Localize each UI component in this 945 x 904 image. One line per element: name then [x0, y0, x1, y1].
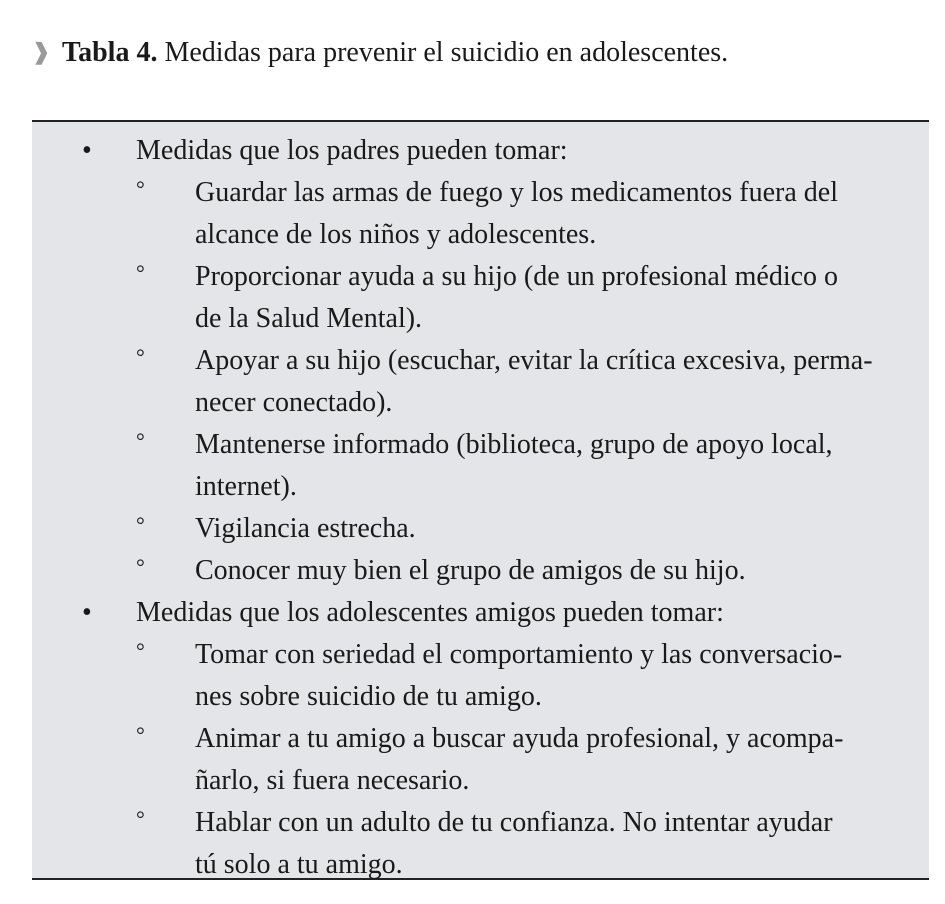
- list-item-line: Vigilancia estrecha.: [195, 513, 416, 544]
- sub-bullet-icon: °: [136, 806, 145, 831]
- sub-bullet-icon: °: [136, 428, 145, 453]
- list-item: [32, 508, 929, 550]
- section-heading: [32, 130, 929, 172]
- list-item-line: Apoyar a su hijo (escuchar, evitar la crítica excesiva, perma-: [195, 345, 873, 376]
- sub-bullet-icon: °: [136, 554, 145, 579]
- section-items: [32, 172, 929, 592]
- list-item-line: nes sobre suicidio de tu amigo.: [195, 681, 542, 712]
- section: [32, 130, 929, 592]
- sub-bullet-icon: °: [136, 722, 145, 747]
- list-item: [32, 256, 929, 340]
- list-item: [32, 424, 929, 508]
- caption-marker-icon: ❱: [32, 39, 51, 64]
- list-item-line: Proporcionar ayuda a su hijo (de un profesional médico o: [195, 261, 839, 292]
- list-item-line: Animar a tu amigo a buscar ayuda profesional, y acompa-: [195, 723, 844, 754]
- list-item-line: alcance de los niños y adolescentes.: [195, 219, 597, 250]
- list-item: [32, 802, 929, 886]
- list-item-line: de la Salud Mental).: [195, 303, 423, 334]
- sub-bullet-icon: °: [136, 512, 145, 537]
- bullet-icon: •: [82, 135, 92, 166]
- list-item-line: internet).: [195, 471, 297, 502]
- bullet-icon: •: [82, 597, 92, 628]
- sub-bullet-icon: °: [136, 638, 145, 663]
- list-item: [32, 718, 929, 802]
- list-item-line: ñarlo, si fuera necesario.: [195, 765, 470, 796]
- list-item-line: tú solo a tu amigo.: [195, 849, 403, 880]
- list-item-line: Guardar las armas de fuego y los medicamentos fuera del: [195, 177, 838, 208]
- list-item: [32, 550, 929, 592]
- list-item-line: Mantenerse informado (biblioteca, grupo de apoyo local,: [195, 429, 833, 460]
- caption-text: Medidas para prevenir el suicidio en adolescentes.: [164, 37, 729, 68]
- list-item-line: necer conectado).: [195, 387, 393, 418]
- list-item: [32, 634, 929, 718]
- caption-label: Tabla 4.: [62, 37, 158, 68]
- list-item: [32, 340, 929, 424]
- sub-bullet-icon: °: [136, 344, 145, 369]
- section-heading-text: Medidas que los adolescentes amigos pueden tomar:: [136, 597, 724, 628]
- list-item-line: Tomar con seriedad el comportamiento y las conversacio-: [195, 639, 843, 670]
- section: [32, 592, 929, 886]
- sections-list: [32, 130, 929, 886]
- section-items: [32, 634, 929, 886]
- sub-bullet-icon: °: [136, 176, 145, 201]
- sub-bullet-icon: °: [136, 260, 145, 285]
- list-item-line: Conocer muy bien el grupo de amigos de su hijo.: [195, 555, 746, 586]
- section-heading: [32, 592, 929, 634]
- table-box: [32, 120, 929, 880]
- list-item: [32, 172, 929, 256]
- list-item-line: Hablar con un adulto de tu confianza. No intentar ayudar: [195, 807, 833, 838]
- section-heading-text: Medidas que los padres pueden tomar:: [136, 135, 568, 166]
- table-caption: [32, 32, 728, 73]
